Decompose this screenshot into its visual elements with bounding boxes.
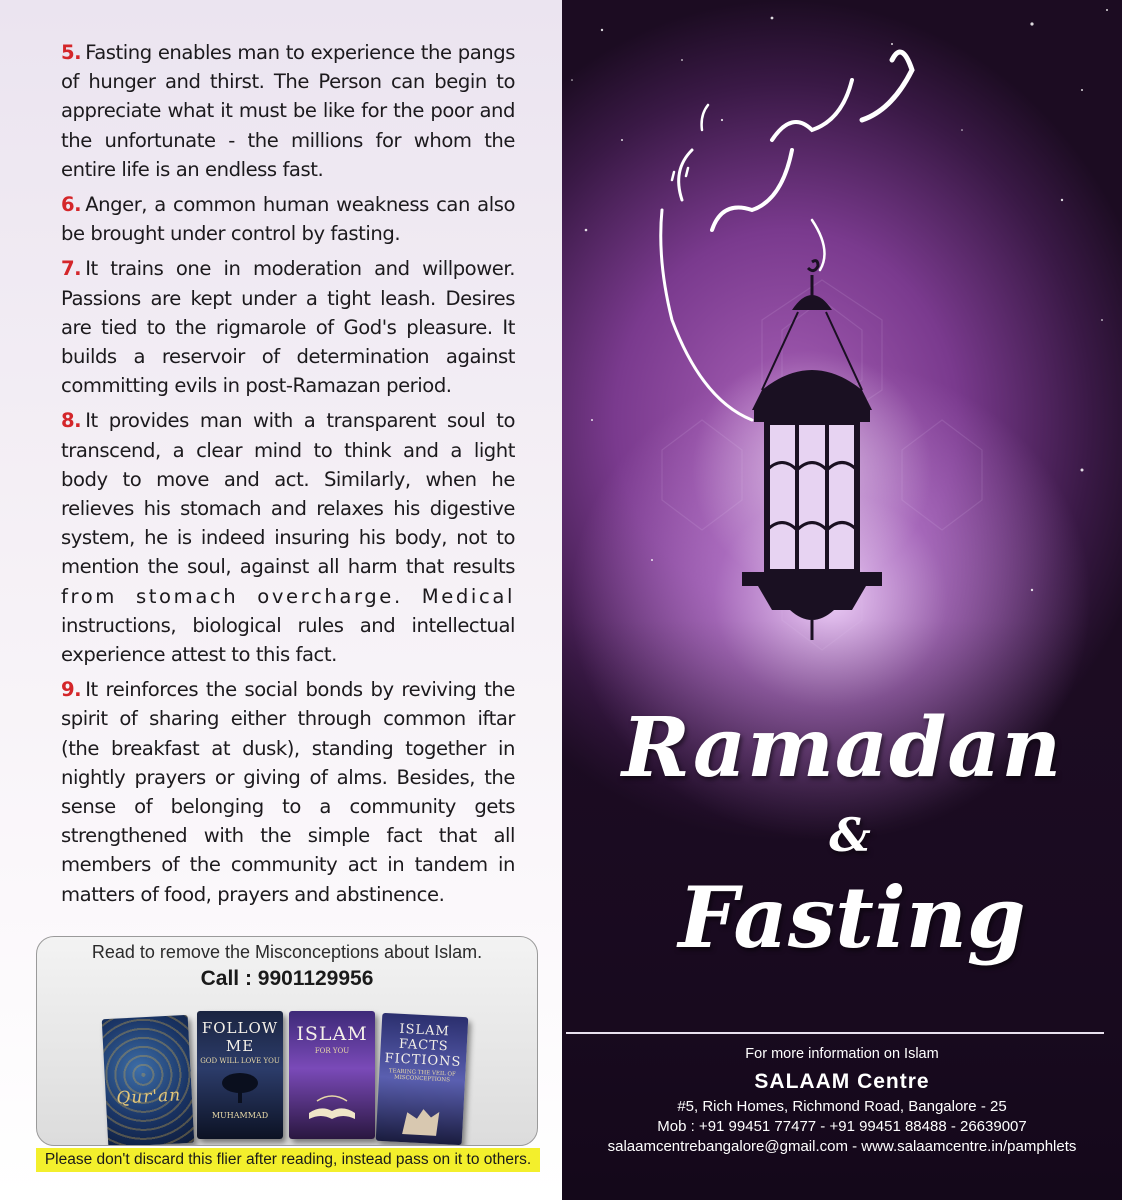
promo-phone[interactable]: Call : 9901129956: [200, 967, 374, 990]
cover-title-ampersand: &: [829, 808, 871, 862]
benefit-number: 8.: [61, 409, 82, 433]
book-title: ISLAM FACTS FICTIONS: [384, 1021, 462, 1071]
benefit-text: It reinforces the social bonds by reviving the spirit of sharing either through common iftar (the breakfast at dusk), standing together in nightly prayers or giving of alms. Besides, the sense of belonging to a community gets strengthened with the simple fact that all members of the community act in tandem in matters of food, prayers and abstinence.: [61, 678, 515, 906]
benefit-text: instructions, biological rules and intellectual experience attest to this fact.: [61, 613, 515, 667]
book-subtitle: FOR YOU: [314, 1047, 350, 1055]
book-islam-for-you: [289, 1011, 375, 1139]
benefit-number: 6.: [61, 193, 82, 217]
benefit-number: 9.: [61, 678, 82, 702]
benefit-5: [61, 38, 515, 184]
info-heading: For more information on Islam: [745, 1046, 939, 1062]
benefit-8: [61, 406, 515, 669]
book-facts-fictions: [376, 1013, 469, 1145]
book-pattern: [102, 1015, 195, 1146]
benefit-number: 5.: [61, 41, 82, 64]
cover-title-fasting: Fasting: [678, 868, 1026, 967]
benefits-list: [61, 38, 515, 915]
torn-paper-icon: [398, 1104, 444, 1140]
book-follow-me: [197, 1011, 283, 1139]
mobile-numbers: Mob : +91 99451 77477 - +91 99451 88488 - 26639007: [657, 1118, 1027, 1135]
book-title: Qur'an: [115, 1085, 182, 1109]
benefit-7: [61, 254, 515, 400]
book-title: ISLAM: [296, 1023, 368, 1045]
book-quran: [102, 1015, 195, 1146]
book-title: FOLLOW ME: [201, 1019, 279, 1055]
benefit-text: It provides man with a transparent soul to transcend, a clear mind to think and a light body to move and act. Similarly, when he relieves his stomach and relaxes his digestive system, he is indeed insuring his body, not to mention the soul, against all harm that results: [61, 409, 515, 579]
divider: [566, 1032, 1104, 1034]
promo-text: Read to remove the Misconceptions about Islam.: [91, 942, 483, 962]
contact-links[interactable]: salaamcentrebangalore@gmail.com - www.salaamcentre.in/pamphlets: [607, 1138, 1077, 1155]
book-promo-box: [36, 936, 538, 1146]
book-subtitle: GOD WILL LOVE YOU: [200, 1057, 280, 1065]
address: #5, Rich Homes, Richmond Road, Bangalore - 25: [677, 1098, 1007, 1115]
pass-on-note: Please don't discard this flier after reading, instead pass on it to others.: [36, 1148, 540, 1172]
tree-icon: [220, 1071, 260, 1105]
background-art: [562, 0, 1122, 1200]
benefit-text-spaced: from stomach overcharge. Medical: [61, 584, 515, 608]
book-extra: MUHAMMAD: [211, 1111, 269, 1120]
benefit-text: Fasting enables man to experience the pangs of hunger and thirst. The Person can begin to appreciate what it must be like for the poor and the unfortunate - the millions for whom the entire life is an endless fast.: [61, 41, 515, 181]
brand-logo: SALAAM Centre: [754, 1070, 930, 1093]
book-subtitle: TEARING THE VEIL OF MISCONCEPTIONS: [388, 1068, 456, 1084]
open-book-icon: [307, 1089, 357, 1123]
benefit-text: It trains one in moderation and willpower. Passions are kept under a tight leash. Desires are tied to the rigmarole of God's pleasure. It builds a reservoir of determination against committing evils in post-Ramazan period.: [61, 257, 515, 398]
lantern-art: [692, 261, 932, 640]
cover-panel: [562, 0, 1122, 1200]
benefit-number: 7.: [61, 257, 82, 281]
benefit-text: Anger, a common human weakness can also be brought under control by fasting.: [61, 193, 515, 246]
cover-title-ramadan: Ramadan: [621, 700, 1063, 796]
benefit-6: [61, 190, 515, 248]
benefit-9: [61, 675, 515, 909]
